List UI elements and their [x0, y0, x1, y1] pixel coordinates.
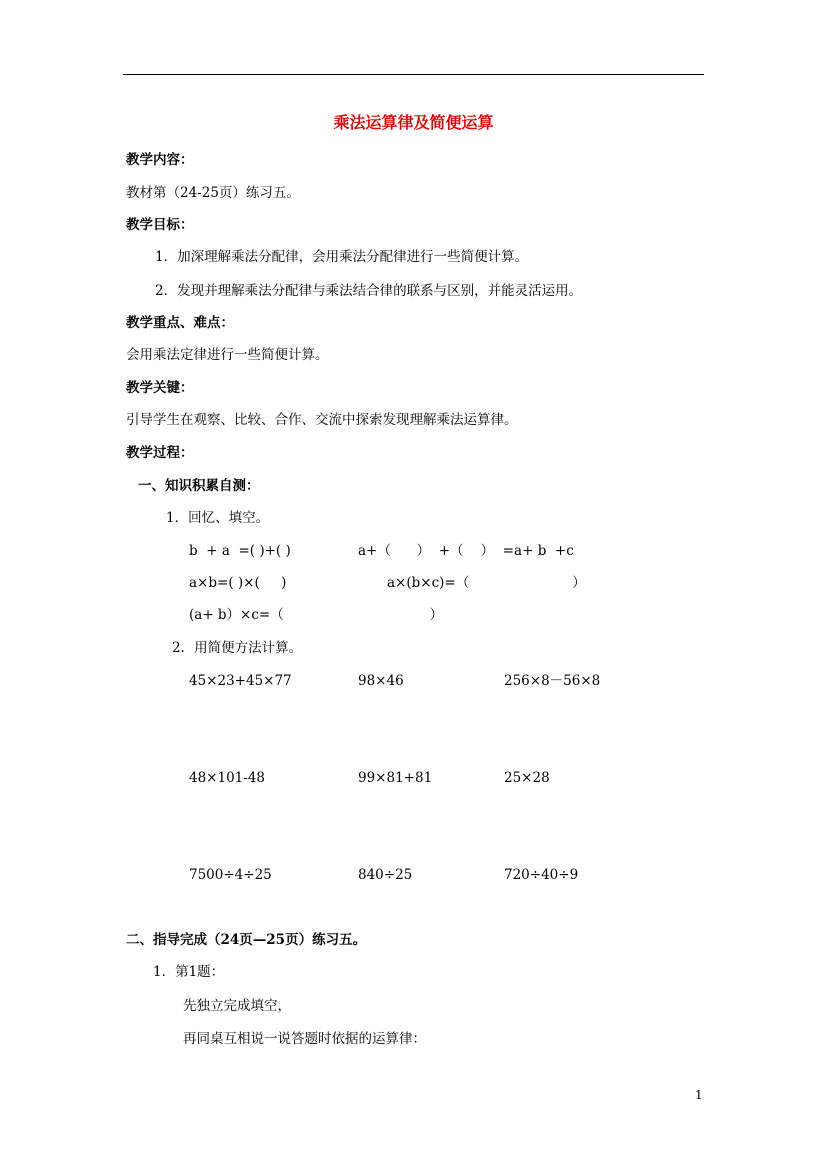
fill-blank-item: a×b=( )×( ): [189, 575, 287, 591]
instruction-line: 再同桌互相说一说答题时依据的运算律：: [183, 1031, 426, 1047]
header-rule: [123, 74, 704, 75]
calc-problem: 48×101-48: [189, 770, 265, 786]
key-points-heading: 教学重点、难点：: [126, 315, 234, 331]
teaching-content-heading: 教学内容：: [126, 152, 194, 168]
fill-blank-item: b + a =( )+( ): [189, 543, 291, 559]
section2-q1-label: 1．第1题：: [153, 964, 225, 980]
calc-problem: 720÷40÷9: [504, 867, 579, 883]
calc-problem: 256×8－56×8: [504, 673, 601, 689]
q1-label: 1．回忆、填空。: [166, 510, 270, 526]
fill-blank-item: a+（ ） +（ ） =a+ b +c: [358, 543, 574, 559]
calc-problem: 840÷25: [358, 867, 413, 883]
document-title: 乘法运算律及简便运算: [333, 113, 494, 132]
teaching-content-text: 教材第（24-25页）练习五。: [126, 185, 300, 201]
teaching-goal-item: 1．加深理解乘法分配律，会用乘法分配律进行一些简便计算。: [155, 249, 529, 265]
calc-problem: 25×28: [504, 770, 550, 786]
fill-blank-item: (a+ b）×c=（ ）: [189, 607, 444, 623]
page-number: 1: [695, 1088, 703, 1102]
calc-problem: 98×46: [358, 673, 404, 689]
key-points-text: 会用乘法定律进行一些简便计算。: [126, 347, 329, 363]
key-heading: 教学关键：: [126, 380, 194, 396]
key-text: 引导学生在观察、比较、合作、交流中探索发现理解乘法运算律。: [126, 412, 518, 428]
fill-blank-item: a×(b×c)=（ ）: [387, 575, 586, 591]
section1-heading: 一、知识积累自测：: [138, 478, 260, 494]
process-heading: 教学过程：: [126, 445, 194, 461]
section2-heading: 二、指导完成（24页—25页）练习五。: [126, 932, 367, 948]
calc-problem: 45×23+45×77: [189, 673, 292, 689]
q2-label: 2．用简便方法计算。: [172, 640, 303, 656]
instruction-line: 先独立完成填空，: [183, 998, 291, 1014]
teaching-goals-heading: 教学目标：: [126, 217, 194, 233]
calc-problem: 7500÷4÷25: [189, 867, 272, 883]
teaching-goal-item: 2．发现并理解乘法分配律与乘法结合律的联系与区别，并能灵活运用。: [155, 283, 583, 299]
calc-problem: 99×81+81: [358, 770, 433, 786]
